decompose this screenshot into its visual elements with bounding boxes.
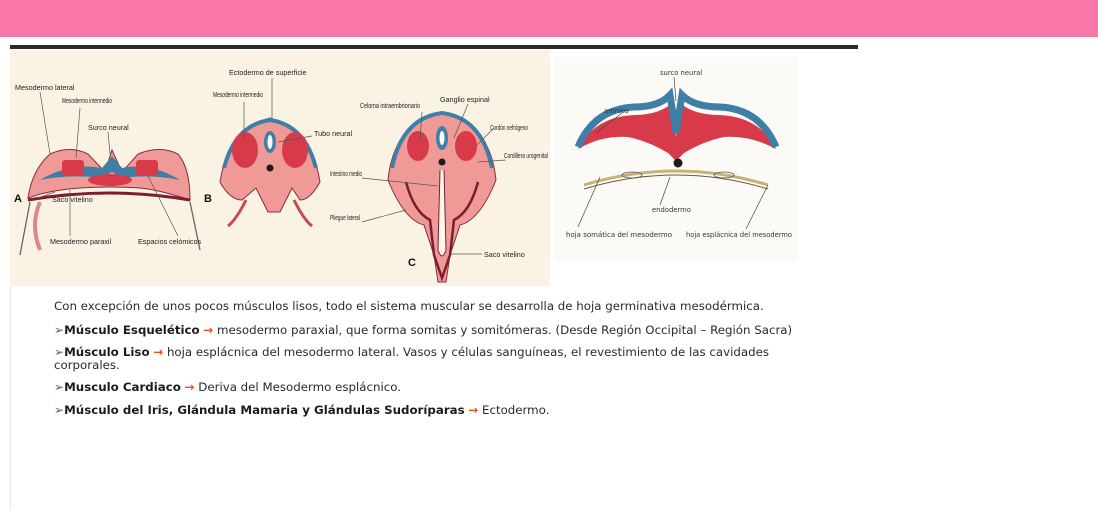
panel-letter-c: C bbox=[408, 257, 416, 269]
panel-letter-a: A bbox=[14, 193, 22, 205]
label-amnios: amnios bbox=[604, 107, 629, 115]
label-ganglio-espinal: Ganglio espinal bbox=[440, 95, 490, 104]
label-hoja-somatica: hoja somática del mesodermo bbox=[566, 231, 672, 239]
label-intestino-medio: Intestino medio bbox=[330, 169, 362, 178]
label-espacios-celomicos: Espacios celómicos bbox=[138, 237, 202, 246]
arrow-right-icon: → bbox=[203, 322, 214, 337]
label-celoma-intraembrionario: Celoma intraembrionario bbox=[360, 101, 420, 110]
embryo-sections-figure bbox=[10, 50, 550, 286]
bullet-arrow-icon: ➢ bbox=[54, 402, 65, 417]
label-saco-vitelino-a: Saco vitelino bbox=[52, 195, 93, 204]
bullet-arrow-icon: ➢ bbox=[54, 322, 65, 337]
list-item bbox=[54, 404, 814, 417]
item-description: mesodermo paraxial, que forma somitas y somitómeras. (Desde Región Occipital – Región Sacra) bbox=[217, 322, 793, 337]
arrow-right-icon: → bbox=[468, 402, 479, 417]
label-mesodermo-lateral: Mesodermo lateral bbox=[15, 83, 75, 92]
item-description: hoja esplácnica del mesodermo lateral. Vasos y células sanguíneas, el revestimiento de las cavidades corporales. bbox=[54, 345, 769, 372]
label-tubo-neural: Tubo neural bbox=[314, 129, 353, 138]
item-term: Músculo Esquelético bbox=[64, 322, 200, 337]
arrow-right-icon: → bbox=[184, 380, 195, 395]
label-surco-neural-a: Surco neural bbox=[88, 123, 129, 132]
label-mesodermo-intermedio-a: Mesodermo intermedio bbox=[62, 96, 112, 105]
label-ectodermo-superficie: Ectodermo de superficie bbox=[229, 68, 307, 77]
label-hoja-esplacnica: hoja esplácnica del mesodermo bbox=[686, 231, 792, 239]
label-mesodermo-intermedio-b: Mesodermo intermedio bbox=[213, 90, 263, 99]
label-cordon-nefrogeno: Cordón nefrógeno bbox=[490, 123, 528, 132]
arrow-right-icon: → bbox=[153, 345, 164, 360]
item-term: Músculo Liso bbox=[64, 345, 150, 360]
item-description: Ectodermo. bbox=[482, 402, 550, 417]
list-item bbox=[54, 346, 814, 371]
content-block bbox=[54, 300, 814, 427]
slide-rule bbox=[10, 45, 858, 49]
mesoderm-layers-figure bbox=[554, 57, 798, 261]
label-cordillera-urogenital: Cordillera urogenital bbox=[504, 151, 549, 160]
panel-b-drawing bbox=[220, 118, 320, 226]
panel-letter-b: B bbox=[204, 193, 212, 205]
item-term: Músculo del Iris, Glándula Mamaria y Glándulas Sudoríparas bbox=[64, 402, 465, 417]
mesoderm-layers-svg bbox=[554, 57, 798, 261]
embryo-sections-svg bbox=[10, 50, 550, 286]
label-saco-vitelino-c: Saco vitelino bbox=[484, 250, 525, 259]
item-description: Deriva del Mesodermo esplácnico. bbox=[198, 380, 401, 395]
label-endodermo: endodermo bbox=[652, 206, 691, 214]
header-bar bbox=[0, 0, 1098, 37]
label-surco-neural: surco neural bbox=[660, 69, 703, 77]
intro-paragraph: Con excepción de unos pocos músculos lisos, todo el sistema muscular se desarrolla de hoja germinativa mesodérmica. bbox=[54, 299, 764, 313]
item-term: Musculo Cardiaco bbox=[64, 380, 181, 395]
list-item bbox=[54, 381, 814, 394]
label-pliegue-lateral: Pliegue lateral bbox=[330, 213, 361, 222]
list-item bbox=[54, 324, 814, 337]
bullet-arrow-icon: ➢ bbox=[54, 345, 65, 360]
bullet-arrow-icon: ➢ bbox=[54, 380, 65, 395]
panel-c-drawing bbox=[388, 112, 496, 282]
label-mesodermo-paraxil: Mesodermo paraxil bbox=[50, 237, 112, 246]
